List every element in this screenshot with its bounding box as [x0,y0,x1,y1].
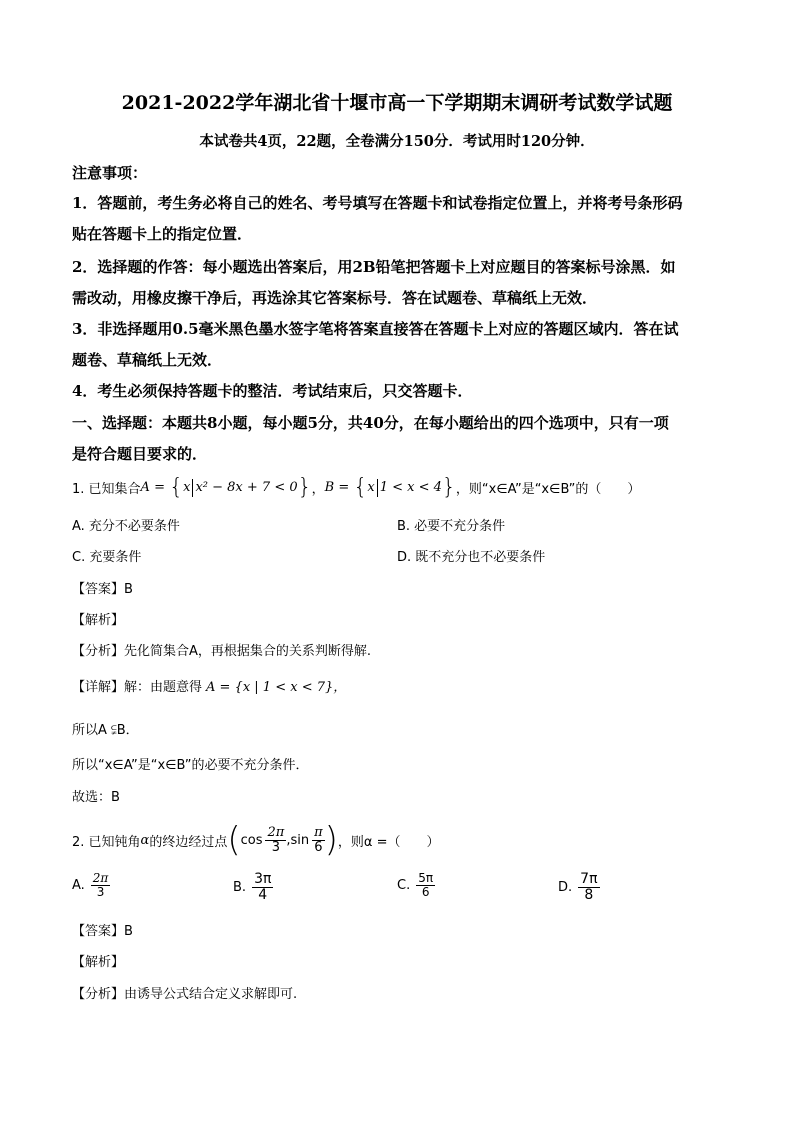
q2-alpha: α [140,832,150,848]
q2-option-a-num: 2π [92,871,109,885]
notice-4: 4．考生必须保持答题卡的整洁．考试结束后，只交答题卡． [72,382,473,400]
q1-setA-bar [192,479,193,497]
q2-option-c-num: 5π [418,871,434,885]
q2-prefix: 2. 已知钝角 [72,834,141,850]
notice-1-line-2: 贴在答题卡上的指定位置． [72,225,253,243]
q1-detail-set: A = {x | 1 < x < 7}， [206,680,347,695]
section-1-line-1: 一、选择题：本题共8小题，每小题5分，共40分，在每小题给出的四个选项中，只有一项 [72,414,669,432]
q2-option-d-num: 7π [580,871,598,887]
q2-sin-num: π [314,824,323,840]
q2-sin-fraction [312,826,325,854]
q2-option-a-letter: A. [72,877,85,893]
notice-3-line-2: 题卷、草稿纸上无效． [72,351,223,369]
q2-option-b [233,872,273,902]
q2-option-d [558,872,600,902]
q1-setA-lhs: A [140,480,150,495]
q2-option-d-fraction [578,872,599,902]
q2-cos-label: cos [240,832,263,848]
q2-option-c-letter: C. [397,877,411,893]
q1-setA-brace-open-icon: { [169,475,184,500]
q2-paren-open-icon: ( [227,820,241,860]
notice-3-line-1: 3．非选择题用0.5毫米黑色墨水签字笔将答案直接答在答题卡上对应的答题区域内．答在试 [72,320,679,338]
q2-comma: , [286,832,291,848]
q2-paren-close-icon: ) [324,820,338,860]
q1-option-c: C. 充要条件 [72,550,142,565]
q1-suffix: ，则“x∈A”是“x∈B”的（ ） [455,482,641,497]
q1-setB-lhs: B [324,480,335,495]
q2-sin-den: 6 [314,839,323,855]
notice-1-line-1: 1．答题前，考生务必将自己的姓名、考号填写在答题卡和试卷指定位置上，并将考号条形码 [72,194,683,212]
q2-answer: 【答案】B [72,924,133,939]
q1-setB-brace-open-icon: { [353,475,368,500]
q2-mid: 的终边经过点 [149,834,228,850]
q2-option-d-letter: D. [558,879,573,895]
q2-option-a-fraction [91,872,111,898]
q1-detail [72,676,346,695]
q2-fenxi: 【分析】由诱导公式结合定义求解即可. [72,987,298,1002]
q1-choose: 故选：B [72,790,120,805]
q1-option-a: A. 充分不必要条件 [72,519,180,534]
q2-option-d-den: 8 [584,886,594,903]
question-2-stem [72,818,440,862]
q1-sep: ， [311,482,325,497]
q2-sin-label: sin [290,832,310,848]
q2-suffix: ，则α =（ ） [337,834,440,850]
q2-option-c-den: 6 [421,884,430,899]
q1-setB-bar [377,479,378,497]
q1-detail-prefix: 【详解】解：由题意得 [72,680,203,695]
q2-option-b-fraction [252,872,273,902]
q1-option-b: B. 必要不充分条件 [397,519,506,534]
q1-analysis-label: 【解析】 [72,613,125,628]
q2-option-b-den: 4 [258,886,268,903]
q2-cos-num: 2π [267,824,285,840]
q2-option-a [72,872,110,898]
section-1-line-2: 是符合题目要求的． [72,445,208,463]
q2-cos-fraction [265,826,286,854]
q1-option-d: D. 既不充分也不必要条件 [397,550,546,565]
page-title: 2021-2022学年湖北省十堰市高一下学期期末调研考试数学试题 [121,92,673,114]
q1-fenxi: 【分析】先化简集合A，再根据集合的关系判断得解. [72,644,372,659]
q1-setB-cond: 1 < x < 4 [379,480,442,495]
q1-setB-var: x [367,480,375,495]
q1-setA-brace-close-icon: } [297,475,312,500]
q2-option-b-letter: B. [233,879,247,895]
notice-2-line-1: 2．选择题的作答：每小题选出答案后，用2B铅笔把答题卡上对应题目的答案标号涂黑．如 [72,258,676,276]
q1-setA-cond: x² − 8x + 7 < 0 [195,480,298,495]
q1-answer: 【答案】B [72,582,133,597]
question-1-stem: 1. 已知集合 A = { x x² − 8x + 7 < 0 } ， B = { x 1 < x < 4 } ，则“x∈A”是“x∈B”的（ ） [72,475,641,500]
q2-cos-den: 3 [271,839,281,855]
q2-analysis-label: 【解析】 [72,955,125,970]
q2-option-b-num: 3π [254,871,272,887]
q1-prefix: 1. 已知集合 [72,482,141,497]
page-subtitle: 本试卷共4页，22题，全卷满分150分．考试用时120分钟． [199,133,595,150]
q2-option-c-fraction [416,872,435,898]
q1-setB-brace-close-icon: } [441,475,456,500]
q1-setA-var: x [183,480,191,495]
q2-option-c [397,872,435,898]
q2-option-a-den: 3 [96,884,105,899]
notice-2-line-2: 需改动，用橡皮擦干净后，再选涂其它答案标号．答在试题卷、草稿纸上无效． [72,289,598,307]
q1-subset-line: 所以A ⫋B． [72,723,139,738]
q1-conclusion-line: 所以“x∈A”是“x∈B”的必要不充分条件． [72,758,309,773]
notice-heading: 注意事项： [72,164,148,182]
